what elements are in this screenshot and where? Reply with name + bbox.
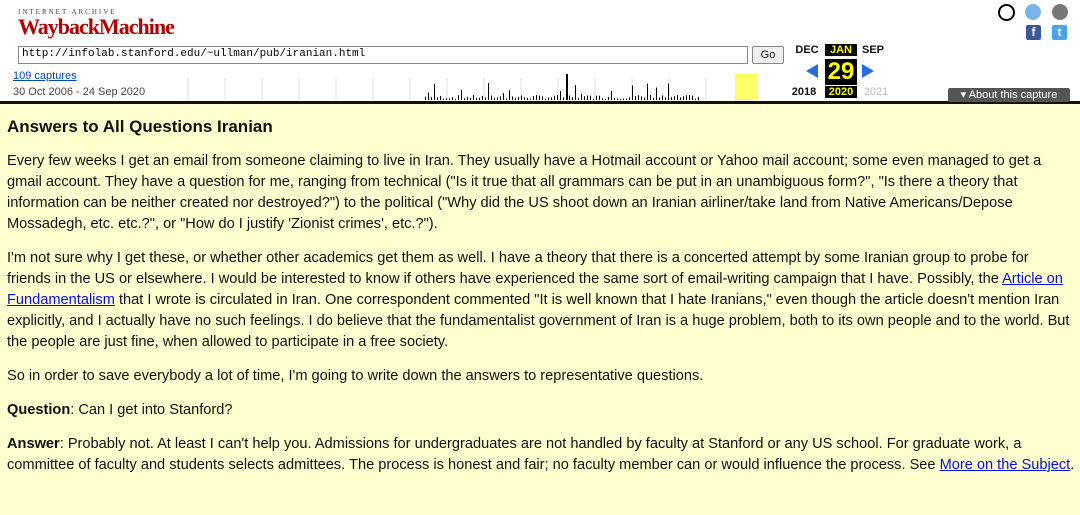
capture-tick bbox=[455, 99, 456, 100]
capture-tick bbox=[659, 97, 660, 100]
capture-tick bbox=[434, 84, 435, 100]
account-icon[interactable] bbox=[998, 4, 1015, 21]
capture-tick bbox=[602, 98, 603, 100]
capture-tick bbox=[482, 96, 483, 100]
page-content bbox=[7, 114, 1075, 489]
capture-tick bbox=[608, 97, 609, 100]
question-label: Question bbox=[7, 402, 71, 418]
capture-tick bbox=[428, 93, 429, 100]
capture-tick bbox=[515, 98, 516, 100]
go-button[interactable]: Go bbox=[752, 46, 784, 64]
capture-sparkline[interactable] bbox=[180, 70, 790, 100]
year-next: 2021 bbox=[863, 86, 889, 98]
capture-tick bbox=[650, 95, 651, 100]
capture-tick bbox=[599, 96, 600, 100]
date-range: 30 Oct 2006 - 24 Sep 2020 bbox=[13, 86, 146, 98]
capture-tick bbox=[620, 99, 621, 100]
capture-tick bbox=[461, 90, 462, 100]
twitter-icon[interactable]: t bbox=[1052, 25, 1067, 40]
capture-tick bbox=[578, 98, 579, 100]
capture-tick bbox=[536, 95, 537, 100]
month-current: JAN bbox=[825, 44, 857, 56]
capture-tick bbox=[656, 88, 657, 100]
capture-tick bbox=[449, 98, 450, 100]
capture-tick bbox=[575, 85, 576, 100]
prev-capture-arrow-icon[interactable] bbox=[806, 64, 818, 78]
capture-tick bbox=[677, 95, 678, 100]
logo-big-text: WaybackMachine bbox=[18, 14, 174, 39]
paragraph-2-start: I'm not sure why I get these, or whether other academics get them as well. I have a theory that there is a concerted attempt by some Iranian group to probe for friends in the US or elsewhere. I would be interested to know if others have experienced the same sort of email-writing campaign that I have. Possibly, the bbox=[7, 250, 1029, 287]
capture-tick bbox=[452, 97, 453, 100]
capture-tick bbox=[698, 97, 699, 100]
answer-text: : Probably not. At least I can't help you. Admissions for undergraduates are not handled by faculty at Stanford or any US school. For graduate work, a committee of faculty and students selects admittees. The process is honest and fair; no faculty member can or would influence the process. See bbox=[7, 436, 1022, 473]
capture-tick bbox=[629, 97, 630, 100]
capture-tick bbox=[485, 98, 486, 100]
capture-tick bbox=[614, 98, 615, 100]
capture-tick bbox=[644, 98, 645, 100]
capture-tick bbox=[581, 94, 582, 100]
sparkline-ticks bbox=[188, 74, 743, 100]
url-input[interactable]: http://infolab.stanford.edu/~ullman/pub/iranian.html bbox=[18, 46, 748, 64]
paragraph-1: Every few weeks I get an email from someone claiming to live in Iran. They usually have a Hotmail account or Yahoo mail account; some even managed to get a gmail account. They have a question for me, ranging from technical ("Is it true that all grammars can be put in an unambiguous form?", "Is there a theory that information can be neither created nor destroyed?") to the political ("Why did the US shoot down an Iranian airliner/take land from Native Americans/Depose Mossadegh, etc. etc.?", or "How do I justify 'Zionist crimes', etc.?"). bbox=[7, 153, 1042, 232]
capture-tick bbox=[668, 83, 669, 100]
capture-tick bbox=[605, 99, 606, 100]
wayback-logo[interactable] bbox=[18, 8, 174, 38]
capture-tick bbox=[500, 96, 501, 100]
capture-tick bbox=[653, 98, 654, 100]
capture-tick bbox=[584, 96, 585, 100]
capture-tick bbox=[470, 98, 471, 100]
answer-end: . bbox=[1070, 457, 1075, 473]
answer-label: Answer bbox=[7, 436, 60, 452]
close-icon[interactable] bbox=[1052, 4, 1068, 20]
question-text: : Can I get into Stanford? bbox=[70, 402, 233, 418]
capture-tick bbox=[479, 98, 480, 100]
capture-tick bbox=[623, 99, 624, 100]
capture-tick bbox=[443, 99, 444, 100]
capture-tick bbox=[539, 96, 540, 100]
capture-tick bbox=[638, 95, 639, 100]
capture-tick bbox=[491, 95, 492, 100]
capture-tick bbox=[494, 98, 495, 100]
capture-tick bbox=[590, 96, 591, 100]
capture-tick bbox=[689, 95, 690, 100]
capture-tick bbox=[473, 95, 474, 100]
capture-tick bbox=[617, 98, 618, 100]
capture-tick bbox=[545, 99, 546, 100]
paragraph-3: So in order to save everybody a lot of time, I'm going to write down the answers to representative questions. bbox=[7, 368, 704, 384]
capture-tick bbox=[527, 98, 528, 100]
capture-tick bbox=[587, 96, 588, 100]
capture-tick bbox=[440, 96, 441, 100]
capture-tick bbox=[503, 93, 504, 100]
capture-tick bbox=[446, 98, 447, 100]
capture-tick bbox=[665, 97, 666, 100]
capture-tick bbox=[530, 98, 531, 100]
capture-tick bbox=[506, 99, 507, 100]
current-day: 29 bbox=[825, 59, 857, 85]
capture-tick bbox=[596, 96, 597, 100]
answer-paragraph bbox=[7, 434, 1075, 476]
capture-tick bbox=[611, 91, 612, 100]
capture-tick bbox=[524, 97, 525, 100]
next-capture-arrow-icon[interactable] bbox=[862, 64, 874, 78]
capture-tick bbox=[635, 96, 636, 100]
paragraph-2 bbox=[7, 248, 1075, 353]
more-on-subject-link[interactable]: More on the Subject bbox=[939, 457, 1071, 473]
capture-tick bbox=[572, 97, 573, 100]
capture-tick bbox=[671, 97, 672, 100]
capture-tick bbox=[551, 97, 552, 100]
wayback-toolbar bbox=[0, 0, 1080, 104]
logo-small-text: INTERNET ARCHIVE bbox=[18, 8, 117, 16]
capture-tick bbox=[569, 96, 570, 100]
about-capture-button[interactable]: ▾ About this capture bbox=[948, 88, 1070, 102]
capture-tick bbox=[437, 97, 438, 100]
captures-link[interactable]: 109 captures bbox=[13, 70, 77, 82]
capture-tick bbox=[521, 96, 522, 100]
capture-tick bbox=[497, 97, 498, 100]
question-paragraph bbox=[7, 400, 1075, 421]
capture-tick bbox=[509, 90, 510, 100]
capture-tick bbox=[563, 97, 564, 100]
capture-tick bbox=[695, 99, 696, 100]
capture-tick bbox=[593, 99, 594, 100]
capture-tick bbox=[467, 97, 468, 100]
facebook-icon[interactable]: f bbox=[1026, 25, 1041, 40]
capture-tick-peak bbox=[566, 74, 568, 100]
capture-tick bbox=[542, 96, 543, 100]
capture-tick bbox=[647, 84, 648, 100]
capture-tick bbox=[548, 98, 549, 100]
capture-tick bbox=[476, 98, 477, 100]
capture-tick bbox=[425, 97, 426, 100]
capture-tick bbox=[632, 85, 633, 100]
capture-tick bbox=[554, 96, 555, 100]
capture-tick bbox=[662, 95, 663, 100]
capture-tick bbox=[692, 96, 693, 100]
capture-tick bbox=[641, 96, 642, 100]
fundamentalism-article-link[interactable]: Article on Fundamentalism bbox=[7, 271, 1063, 308]
capture-tick bbox=[488, 83, 489, 100]
capture-tick bbox=[686, 95, 687, 100]
capture-tick bbox=[674, 96, 675, 100]
capture-tick bbox=[512, 96, 513, 100]
year-current: 2020 bbox=[825, 86, 857, 98]
paragraph-2-end: that I wrote is circulated in Iran. One correspondent commented "It is well known that I hate Iranians," even though the article doesn't mention Iran explicitly, and I actually have no such feelings. I do believe that the fundamentalist government of Iran is a huge problem, both to its own people and to the world. But the people are just fine, when allowed to participate in a free society. bbox=[7, 292, 1070, 350]
month-next[interactable]: SEP bbox=[861, 44, 884, 56]
capture-tick bbox=[518, 97, 519, 100]
month-prev[interactable]: DEC bbox=[795, 44, 819, 56]
help-icon[interactable] bbox=[1025, 4, 1041, 20]
capture-tick bbox=[533, 96, 534, 100]
current-year-highlight bbox=[735, 74, 757, 100]
capture-tick bbox=[626, 99, 627, 100]
capture-tick bbox=[560, 91, 561, 100]
capture-tick bbox=[557, 95, 558, 100]
capture-tick bbox=[464, 98, 465, 100]
capture-tick bbox=[683, 96, 684, 100]
year-prev[interactable]: 2018 bbox=[791, 86, 817, 98]
page-title: Answers to All Questions Iranian bbox=[7, 117, 273, 136]
capture-tick bbox=[458, 95, 459, 100]
capture-tick bbox=[680, 97, 681, 100]
capture-tick bbox=[431, 97, 432, 100]
